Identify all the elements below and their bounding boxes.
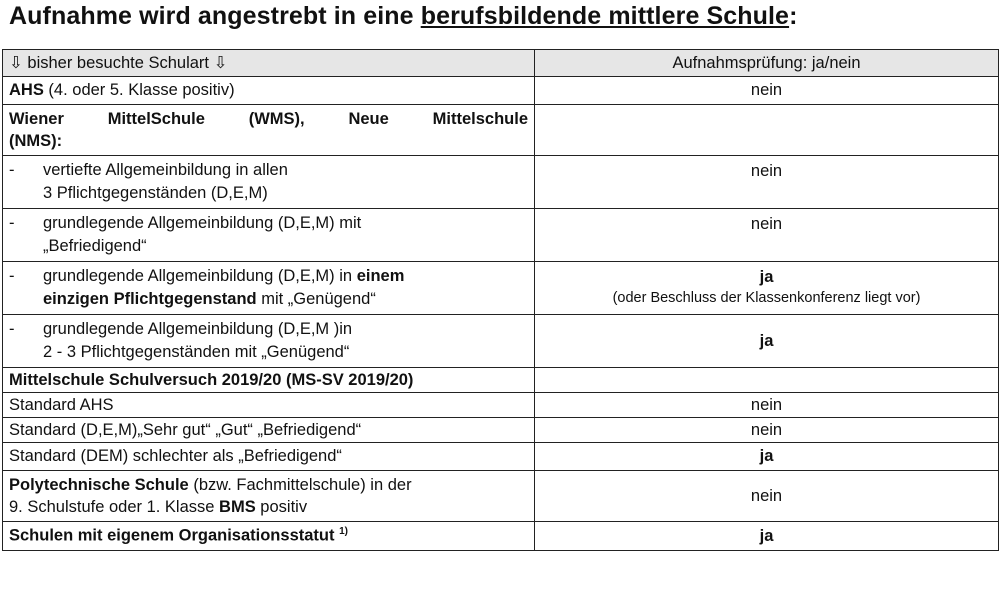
table-row <box>3 393 999 418</box>
header-exam: Aufnahmsprüfung: ja/nein <box>535 50 999 77</box>
row-wms-item-1-answer: nein <box>535 156 999 209</box>
table-row <box>3 209 999 262</box>
row-wms-item-1: - vertiefte Allgemeinbildung in allen 3 Pflichtgegenständen (D,E,M) <box>3 156 535 209</box>
row-ahs-label: AHS (4. oder 5. Klasse positiv) <box>3 77 535 105</box>
table-row <box>3 105 999 156</box>
admission-table <box>2 49 999 551</box>
row-wms-item-3-answer: ja (oder Beschluss der Klassenkonferenz liegt vor) <box>535 262 999 315</box>
row-mssv-answer-empty <box>535 368 999 393</box>
row-mssv-item-1-answer: nein <box>535 393 999 418</box>
row-wms-heading: Wiener MittelSchule (WMS), Neue Mittelschule (NMS): <box>3 105 535 156</box>
row-mssv-item-2: Standard (D,E,M)„Sehr gut“ „Gut“ „Befriedigend“ <box>3 418 535 443</box>
row-statut-label: Schulen mit eigenem Organisationsstatut $^{1)}$ <box>3 522 535 551</box>
footnote-marker: 1) <box>339 526 348 538</box>
table-header-row <box>3 50 999 77</box>
table-row <box>3 443 999 471</box>
table-row <box>3 418 999 443</box>
table-row <box>3 522 999 551</box>
table-row <box>3 471 999 522</box>
title-suffix: : <box>789 2 798 30</box>
table-row <box>3 368 999 393</box>
row-mssv-heading: Mittelschule Schulversuch 2019/20 (MS-SV 2019/20) <box>3 368 535 393</box>
row-wms-item-4: - grundlegende Allgemeinbildung (D,E,M )in 2 - 3 Pflichtgegenständen mit „Genügend“ <box>3 315 535 368</box>
row-wms-item-3: - grundlegende Allgemeinbildung (D,E,M) in einem einzigen Pflichtgegenstand mit „Genügend“ <box>3 262 535 315</box>
title-prefix: Aufnahme wird angestrebt in eine <box>9 2 421 30</box>
header-school-type: ⇩ bisher besuchte Schulart ⇩ <box>3 50 535 77</box>
row-wms-item-2-answer: nein <box>535 209 999 262</box>
title-underlined: berufsbildende mittlere Schule <box>420 2 790 30</box>
row-poly-label: Polytechnische Schule (bzw. Fachmittelschule) in der 9. Schulstufe oder 1. Klasse BMS positiv <box>3 471 535 522</box>
row-poly-answer: nein <box>535 471 999 522</box>
row-mssv-item-3: Standard (DEM) schlechter als „Befriedigend“ <box>3 443 535 471</box>
table-row <box>3 315 999 368</box>
page-title <box>9 2 798 31</box>
row-mssv-item-2-answer: nein <box>535 418 999 443</box>
table-row <box>3 156 999 209</box>
row-statut-answer: ja <box>535 522 999 551</box>
table-row <box>3 262 999 315</box>
row-wms-item-4-answer: ja <box>535 315 999 368</box>
row-wms-item-2: - grundlegende Allgemeinbildung (D,E,M) mit „Befriedigend“ <box>3 209 535 262</box>
table-row <box>3 77 999 105</box>
row-mssv-item-3-answer: ja <box>535 443 999 471</box>
row-ahs-answer: nein <box>535 77 999 105</box>
row-mssv-item-1: Standard AHS <box>3 393 535 418</box>
row-wms-answer-empty <box>535 105 999 156</box>
